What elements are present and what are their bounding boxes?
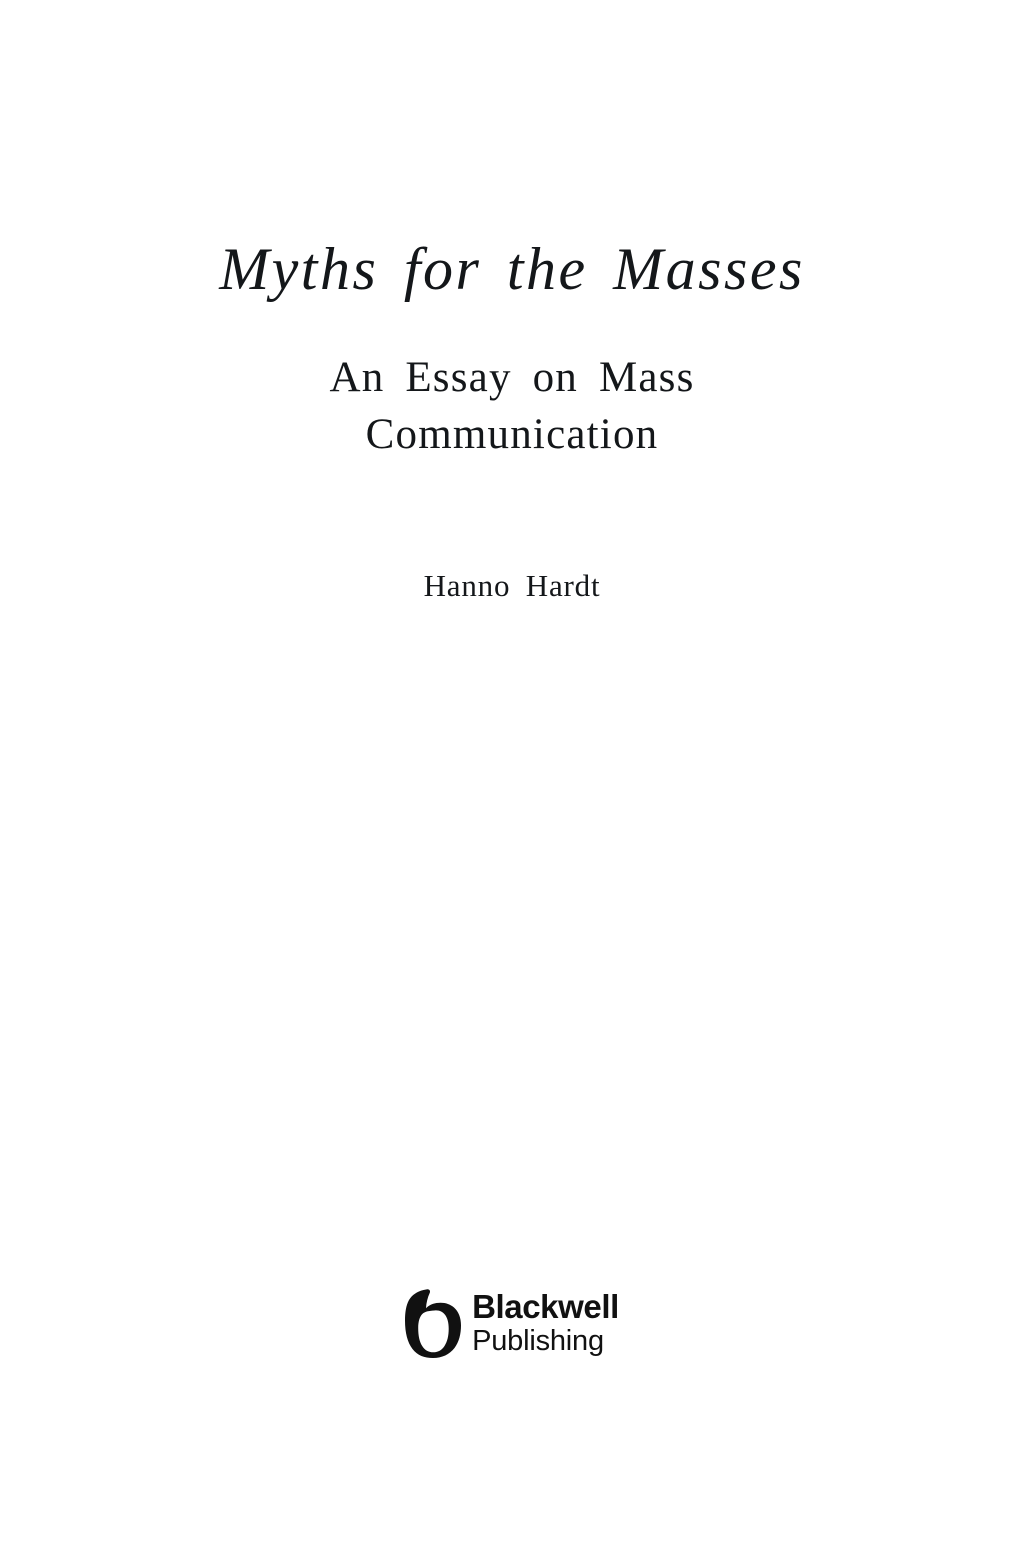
blackwell-b-logo-icon — [405, 1288, 461, 1358]
publisher-descriptor: Publishing — [472, 1325, 604, 1357]
publisher-name: Blackwell — [472, 1288, 619, 1325]
page-subtitle-line-2: Communication — [365, 411, 659, 459]
title-block — [0, 238, 1024, 604]
publisher-text-block — [472, 1290, 619, 1356]
author-name: Hanno Hardt — [423, 568, 601, 604]
publisher-imprint — [0, 1288, 1024, 1358]
page-subtitle-line-1: An Essay on Mass — [329, 354, 695, 401]
page-subtitle — [0, 349, 1024, 463]
page-title: Myths for the Masses — [219, 236, 805, 302]
